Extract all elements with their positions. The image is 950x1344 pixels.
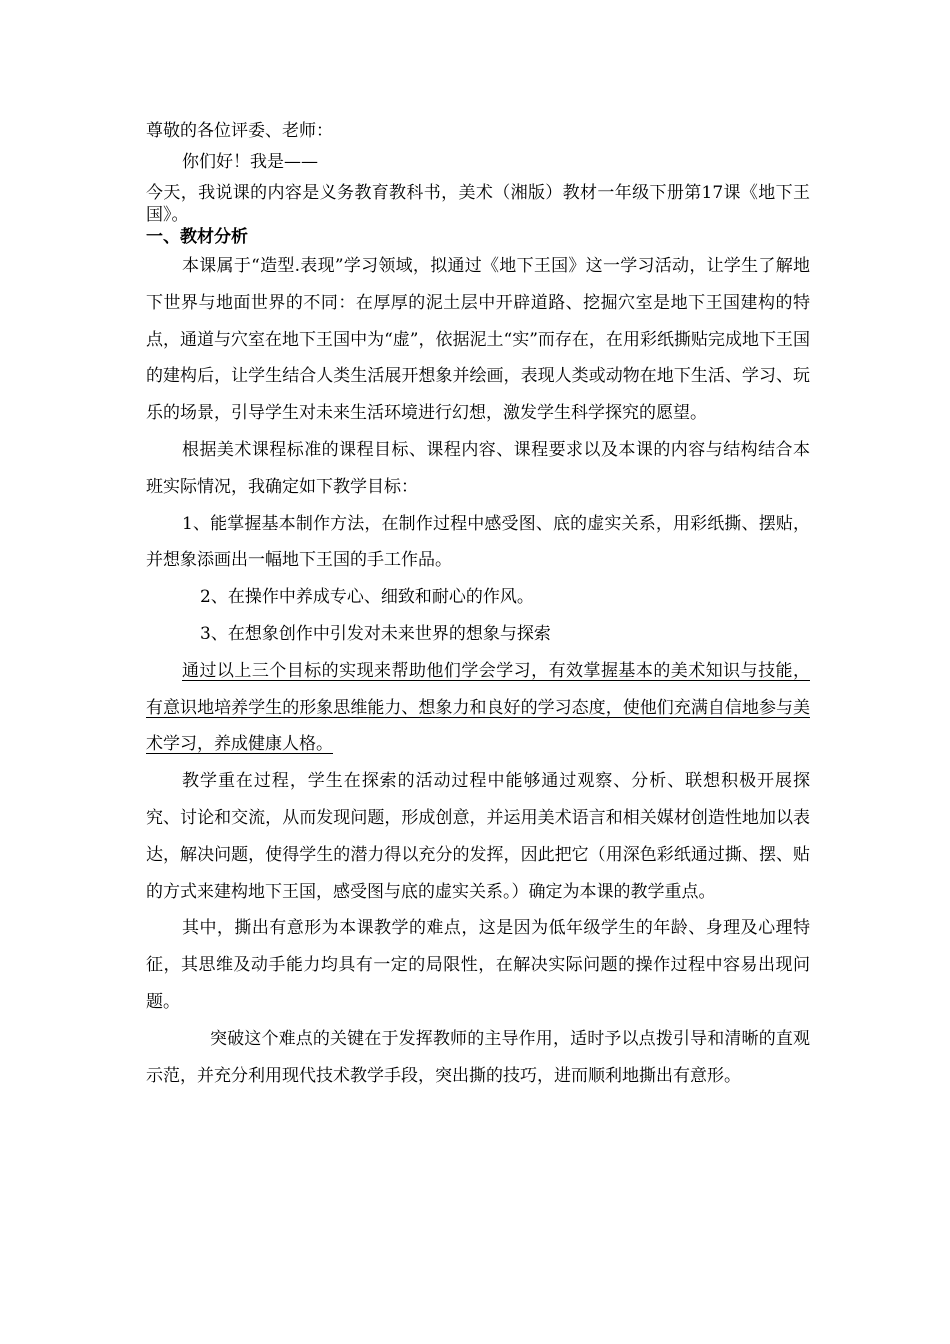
- document-page: [146, 120, 810, 1094]
- greeting: 你们好！我是——: [182, 152, 318, 172]
- paragraph-goal-summary: [146, 653, 810, 763]
- paragraph-lesson-overview: 本课属于“造型.表现”学习领域，拟通过《地下王国》这一学习活动，让学生了解地下世界与地面世界的不同：在厚厚的泥土层中开辟道路、挖掘穴室是地下王国建构的特点，通道与穴室在地下王国中为“虚”，依据泥土“实”而存在，在用彩纸撕贴完成地下王国的建构后，让学生结合人类生活展开想象并绘画，表现人类或动物在地下生活、学习、玩乐的场景，引导学生对未来生活环境进行幻想，激发学生科学探究的愿望。: [146, 256, 810, 424]
- underlined-goal-summary: 通过以上三个目标的实现来帮助他们学会学习，有效掌握基本的美术知识与技能，有意识地培养学生的形象思维能力、想象力和良好的学习态度，使他们充满自信地参与美术学习，养成健康人格。: [146, 660, 810, 755]
- section-heading-textbook-analysis: 一、教材分析: [146, 227, 248, 247]
- paragraph-teaching-focus: 教学重在过程，学生在探索的活动过程中能够通过观察、分析、联想积极开展探究、讨论和交流，从而发现问题，形成创意，并运用美术语言和相关媒材创造性地加以表达，解决问题，使得学生的潜力得以充分的发挥，因此把它（用深色彩纸通过撕、摆、贴的方式来建构地下王国，感受图与底的虚实关系。）确定为本课的教学重点。: [146, 771, 810, 902]
- teaching-goal-1: 1、能掌握基本制作方法，在制作过程中感受图、底的虚实关系，用彩纸撕、摆贴，并想象添画出一幅地下王国的手工作品。: [146, 513, 810, 571]
- salutation: 尊敬的各位评委、老师：: [146, 121, 333, 141]
- intro-paragraph: 今天，我说课的内容是义务教育教科书，美术（湘版）教材一年级下册第17课《地下王国》。: [146, 183, 810, 225]
- teaching-goal-3: 3、在想象创作中引发对未来世界的想象与探索: [200, 623, 551, 644]
- teaching-goal-2: 2、在操作中养成专心、细致和耐心的作风。: [200, 587, 534, 608]
- paragraph-difficulty-solution: 突破这个难点的关键在于发挥教师的主导作用，适时予以点拨引导和清晰的直观示范，并充分利用现代技术教学手段，突出撕的技巧，进而顺利地撕出有意形。: [146, 1028, 810, 1086]
- paragraph-goal-basis: 根据美术课程标准的课程目标、课程内容、课程要求以及本课的内容与结构结合本班实际情况，我确定如下教学目标：: [146, 439, 810, 497]
- paragraph-teaching-difficulty: 其中，撕出有意形为本课教学的难点，这是因为低年级学生的年龄、身理及心理特征，其思维及动手能力均具有一定的局限性，在解决实际问题的操作过程中容易出现问题。: [146, 918, 810, 1012]
